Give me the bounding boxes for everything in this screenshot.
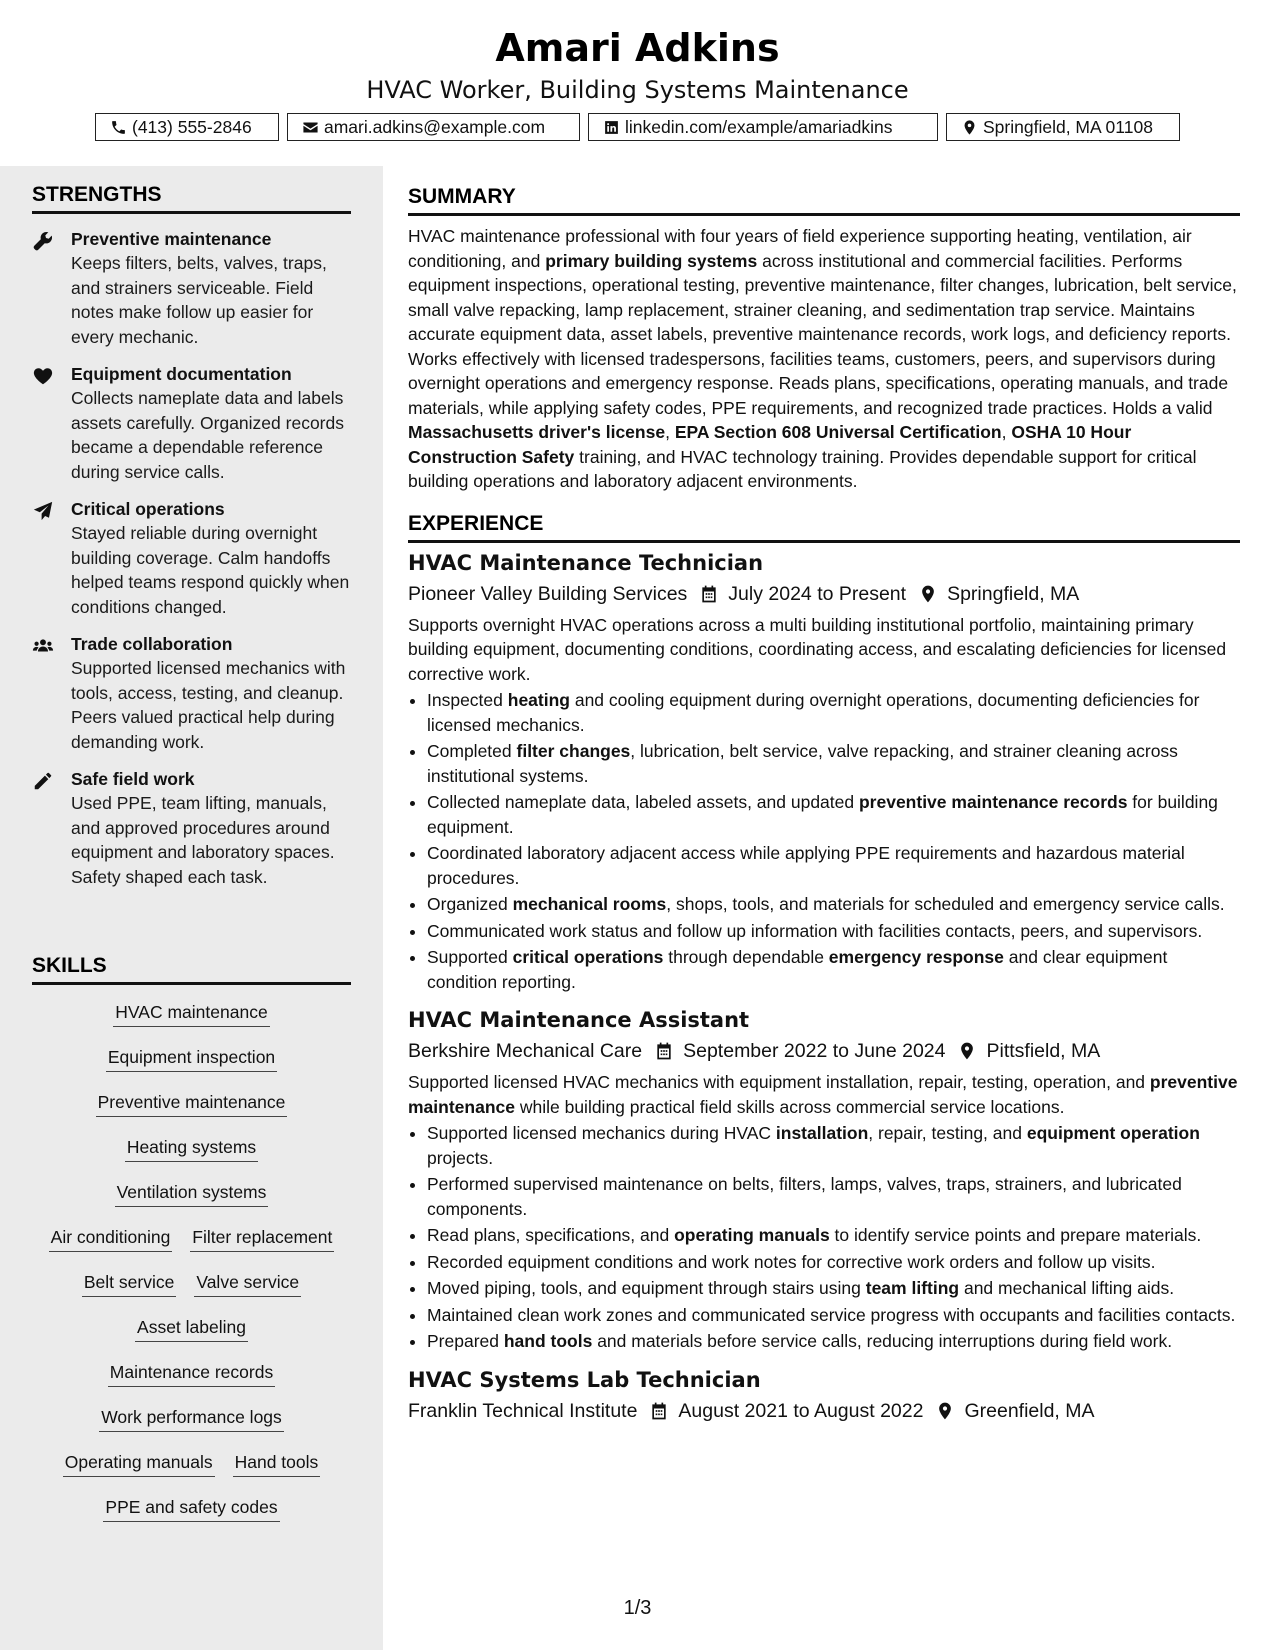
job-bullet: • Prepared hand tools and materials before service calls, reducing interruptions during field work. (427, 1329, 1240, 1354)
job-location: Pittsfield, MA (986, 1040, 1101, 1062)
skill-tag: Maintenance records (108, 1360, 275, 1387)
resume-header (0, 22, 1275, 106)
job-entry (408, 549, 1240, 995)
strength-item (32, 362, 351, 484)
job-bullet: • Inspected heating and cooling equipment during overnight operations, documenting deficiencies for licensed mechanics. (427, 688, 1240, 737)
job-bullet: • Supported critical operations through dependable emergency response and clear equipment condition reporting. (427, 945, 1240, 994)
emphasis: team lifting (865, 1278, 960, 1298)
skills-list (32, 991, 351, 1531)
emphasis: installation (775, 1123, 869, 1143)
job-entry (408, 1366, 1240, 1426)
calendar-icon (649, 1401, 669, 1421)
summary-text: HVAC maintenance professional with four years of field experience supporting heating, ventilation, air conditioning, and primary building systems across institutional and commercial facilities. Performs equipment inspections, operational testing, preventive maintenance, filter changes, lubrication, belt service, small valve repacking, lamp replacement, strainer cleaning, and sedimentation trap service. Maintains accurate equipment data, asset labels, preventive maintenance records, work logs, and deficiency reports. Works effectively with licensed tradespersons, facilities teams, customers, peers, and supervisors during overnight operations and emergency response. Reads plans, specifications, operating manuals, and trade materials, while applying safety codes, PPE requirements, and recognized trade practices. Holds a valid Massachusetts driver's license, EPA Section 608 Universal Certification, OSHA 10 Hour Construction Safety training, and HVAC technology training. Provides dependable support for critical building operations and laboratory adjacent environments. (408, 226, 1237, 491)
job-bullet: • Moved piping, tools, and equipment through stairs using team lifting and mechanical lifting aids. (427, 1276, 1240, 1301)
job-bullet: • Organized mechanical rooms, shops, tools, and materials for scheduled and emergency service calls. (427, 892, 1240, 917)
wrench-icon (32, 230, 54, 252)
page-number: 1/3 (623, 1597, 652, 1619)
emphasis: heating (507, 690, 570, 710)
skill-tag: Belt service (82, 1270, 176, 1297)
skill-tag: Heating systems (125, 1135, 258, 1162)
strength-item (32, 497, 351, 619)
map-marker-icon (918, 584, 938, 604)
job-dates: August 2021 to August 2022 (678, 1399, 924, 1422)
strength-title: Equipment documentation (71, 364, 292, 384)
job-description: Supported licensed HVAC mechanics with equipment installation, repair, testing, operation, and preventive maintenance while building practical field skills across commercial service locations. (408, 1072, 1238, 1117)
strength-title: Preventive maintenance (71, 229, 272, 249)
summary-section (408, 183, 1240, 494)
job-location: Springfield, MA (947, 582, 1080, 605)
job-entry (408, 1006, 1240, 1354)
contact-location-text: Springfield, MA 01108 (983, 116, 1153, 137)
emphasis: critical operations (512, 947, 664, 967)
skills-row (32, 1171, 351, 1216)
skill-tag: Preventive maintenance (96, 1090, 288, 1117)
skill-tag: Equipment inspection (106, 1045, 277, 1072)
skills-row (32, 1261, 351, 1306)
linkedin-icon (603, 119, 620, 136)
calendar-icon (699, 584, 719, 604)
strength-title: Critical operations (71, 499, 225, 519)
skills-row (32, 1126, 351, 1171)
job-bullet: • Communicated work status and follow up information with facilities contacts, peers, and supervisors. (427, 919, 1240, 944)
candidate-headline: HVAC Worker, Building Systems Maintenance (366, 76, 909, 104)
job-bullet: • Performed supervised maintenance on belts, filters, lamps, valves, traps, strainers, and lubricated components. (427, 1172, 1240, 1221)
job-company: Berkshire Mechanical Care (408, 1040, 643, 1062)
job-description: Supports overnight HVAC operations across a multi building institutional portfolio, maintaining primary building equipment, documenting conditions, coordinating access, and escalating deficiencies for licensed corrective work. (408, 614, 1227, 684)
emphasis: equipment operation (1026, 1123, 1200, 1143)
contact-phone[interactable] (95, 113, 279, 141)
job-bullet: • Maintained clean work zones and communicated service progress with occupants and facilities contacts. (427, 1303, 1240, 1328)
experience-section (408, 510, 1240, 1426)
skill-tag: Hand tools (233, 1450, 321, 1477)
job-location: Greenfield, MA (964, 1399, 1095, 1422)
strength-description: Used PPE, team lifting, manuals, and approved procedures around equipment and laboratory spaces. Safety shaped each task. (71, 793, 335, 887)
emphasis: preventive maintenance (408, 1072, 1238, 1117)
emphasis: emergency response (828, 947, 1004, 967)
emphasis: filter changes (516, 741, 631, 761)
emphasis: mechanical rooms (512, 894, 667, 914)
skill-tag: PPE and safety codes (103, 1495, 279, 1522)
skills-row (32, 1486, 351, 1531)
envelope-icon (302, 119, 319, 136)
skills-row (32, 1396, 351, 1441)
job-bullets (408, 688, 1240, 994)
job-bullet: • Read plans, specifications, and operating manuals to identify service points and prepare materials. (427, 1223, 1240, 1248)
job-meta (408, 579, 1240, 609)
main-column (408, 183, 1240, 1426)
job-title: HVAC Maintenance Technician (408, 550, 764, 575)
skills-row (32, 1216, 351, 1261)
strength-item (32, 227, 351, 349)
phone-icon (110, 119, 127, 136)
skill-tag: Asset labeling (135, 1315, 248, 1342)
users-icon (32, 635, 54, 657)
contact-location (946, 113, 1180, 141)
job-bullets (408, 1121, 1240, 1354)
candidate-name: Amari Adkins (495, 26, 780, 70)
contact-linkedin[interactable] (588, 113, 938, 141)
job-meta (408, 1036, 1240, 1066)
heart-icon (32, 365, 54, 387)
job-title: HVAC Systems Lab Technician (408, 1367, 761, 1392)
strength-item (32, 767, 351, 889)
skill-tag: Filter replacement (190, 1225, 334, 1252)
skills-row (32, 1441, 351, 1486)
map-marker-icon (961, 119, 978, 136)
emphasis: Massachusetts driver's license (408, 422, 666, 442)
job-bullet: • Completed filter changes, lubrication, belt service, valve repacking, and strainer cleaning across institutional systems. (427, 739, 1240, 788)
emphasis: hand tools (503, 1331, 593, 1351)
strength-description: Stayed reliable during overnight building coverage. Calm handoffs helped teams respond quickly when conditions changed. (71, 523, 350, 617)
contact-bar (0, 113, 1275, 141)
summary-heading: SUMMARY (408, 183, 1240, 216)
contact-email-text: amari.adkins@example.com (324, 116, 546, 137)
skills-heading: SKILLS (32, 952, 351, 985)
skills-row (32, 1306, 351, 1351)
job-dates: July 2024 to Present (728, 582, 907, 605)
contact-linkedin-text: linkedin.com/example/amariadkins (625, 116, 893, 137)
job-company: Pioneer Valley Building Services (408, 582, 688, 605)
map-marker-icon (957, 1041, 977, 1061)
calendar-icon (654, 1041, 674, 1061)
contact-phone-text: (413) 555-2846 (132, 116, 252, 137)
emphasis: operating manuals (674, 1225, 830, 1245)
skills-row (32, 1036, 351, 1081)
job-meta (408, 1396, 1240, 1426)
strength-title: Trade collaboration (71, 634, 233, 654)
skill-tag: Ventilation systems (115, 1180, 269, 1207)
sidebar (0, 166, 383, 1650)
strength-description: Keeps filters, belts, valves, traps, and strainers serviceable. Field notes make follow up easier for every mechanic. (71, 253, 327, 347)
experience-heading: EXPERIENCE (408, 510, 1240, 543)
emphasis: preventive maintenance records (858, 792, 1128, 812)
skill-tag: Valve service (194, 1270, 301, 1297)
emphasis: primary building systems (545, 250, 758, 271)
skill-tag: Operating manuals (63, 1450, 215, 1477)
strength-description: Supported licensed mechanics with tools, access, testing, and cleanup. Peers valued practical help during demanding work. (71, 658, 346, 752)
skills-row (32, 1081, 351, 1126)
job-bullet: • Collected nameplate data, labeled assets, and updated preventive maintenance records for building equipment. (427, 790, 1240, 839)
strength-item (32, 632, 351, 754)
strengths-heading: STRENGTHS (32, 181, 351, 214)
skill-tag: Work performance logs (99, 1405, 284, 1432)
emphasis: OSHA 10 Hour Construction Safety (408, 422, 1132, 467)
strength-title: Safe field work (71, 769, 195, 789)
skills-row (32, 1351, 351, 1396)
skill-tag: Air conditioning (49, 1225, 173, 1252)
contact-email[interactable] (287, 113, 580, 141)
job-bullet: • Recorded equipment conditions and work notes for corrective work orders and follow up visits. (427, 1250, 1240, 1275)
job-bullet: • Supported licensed mechanics during HVAC installation, repair, testing, and equipment operation projects. (427, 1121, 1240, 1170)
skills-section (32, 952, 351, 1531)
paper-plane-icon (32, 500, 54, 522)
strength-description: Collects nameplate data and labels assets carefully. Organized records became a dependable reference during service calls. (71, 388, 344, 482)
job-dates: September 2022 to June 2024 (683, 1040, 946, 1062)
job-company: Franklin Technical Institute (408, 1399, 638, 1422)
skills-row (32, 991, 351, 1036)
skill-tag: HVAC maintenance (113, 1000, 269, 1027)
map-marker-icon (935, 1401, 955, 1421)
job-title: HVAC Maintenance Assistant (408, 1008, 750, 1032)
emphasis: EPA Section 608 Universal Certification (674, 422, 1002, 442)
pencil-icon (32, 770, 54, 792)
strengths-section (32, 181, 351, 889)
job-bullet: • Coordinated laboratory adjacent access while applying PPE requirements and hazardous material procedures. (427, 841, 1240, 890)
